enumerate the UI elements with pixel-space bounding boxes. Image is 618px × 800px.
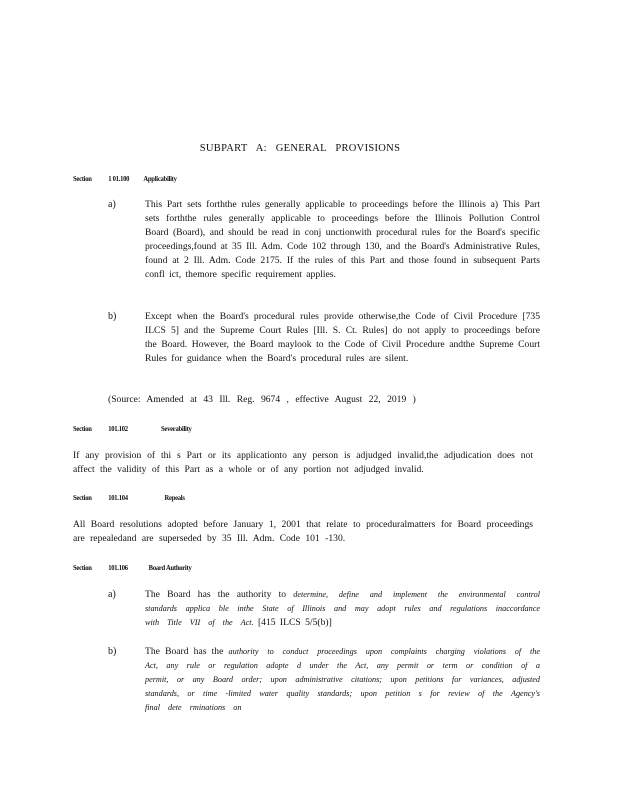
section-number: 101.106	[108, 563, 128, 572]
applicability-paragraph-a: This Part sets forththe rules generally applicable to proceedings before the Illinois a) This Part sets forththe rules generally applicable to proceedings before the Illinois Pollution Control Board (Board), and should be read in conj unctionwith procedural rules for the Board's specific proceedings,found at 35 Ill. Adm. Code 102 through 130, and the Board's Administrative Rules, found at 2 Ill. Adm. Code 2175. If the rules of this Part and those found in subsequent Parts confl ict, themore specific requirement applies.	[145, 199, 540, 280]
section-label: Section	[73, 563, 92, 572]
authority-a-citation: [415 ILCS 5/5(b)]	[257, 617, 332, 628]
section-label: Section	[73, 493, 92, 502]
section-heading-101-104	[73, 493, 185, 502]
source-note: (Source: Amended at 43 Ill. Reg. 9674 , effective August 22, 2019 )	[108, 394, 416, 405]
authority-b-lead: The Board has the	[145, 646, 224, 657]
severability-paragraph: If any provision of thi s Part or its applicationto any person is adjudged invalid,the adjudication does not affect the validity of this Part as a whole or of any portion not adjudged invalid.	[73, 450, 533, 475]
authority-b-italic: authority to conduct proceedings upon complaints charging violations of the Act, any rule or regulation adopte d under the Act, any permit or term or condition of a permit, or any Board order; upon administrative citations; upon petitions for variances, adjusted standards, or time -limited water quality standards; upon petition s for review of the Agency's final dete rminations on	[145, 647, 540, 712]
section-label: Section	[73, 174, 92, 183]
section-title: Repeals	[164, 493, 185, 502]
item-label-b: b)	[108, 646, 117, 657]
section-title: Board Authority	[148, 563, 192, 572]
authority-a-lead: The Board has the authority to	[145, 589, 287, 600]
item-label-b: b)	[108, 311, 117, 322]
section-heading-101-100	[73, 174, 177, 183]
section-number: 101.104	[108, 493, 128, 502]
subpart-title: SUBPART A: GENERAL PROVISIONS	[199, 143, 401, 154]
section-number: 101.102	[108, 424, 128, 433]
authority-paragraph-a	[145, 588, 540, 630]
section-label: Section	[73, 424, 92, 433]
section-title: Severability	[161, 424, 192, 433]
section-heading-101-106	[73, 563, 191, 572]
item-label-a: a)	[108, 199, 116, 210]
section-title: Applicability	[143, 174, 177, 183]
section-heading-101-102	[73, 424, 192, 433]
authority-a-italic: determine, define and implement the environmental control standards applica ble inthe State of Illinois and may adopt rules and regulations inaccordance with Title VII of the Act.	[145, 590, 540, 627]
repeals-paragraph: All Board resolutions adopted before January 1, 2001 that relate to proceduralmatters for Board proceedings are repealedand are superseded by 35 Ill. Adm. Code 101 -130.	[73, 519, 533, 544]
applicability-paragraph-b: Except when the Board's procedural rules provide otherwise,the Code of Civil Procedure [735 ILCS 5] and the Supreme Court Rules [Ill. S. Ct. Rules] do not apply to proceedings before the Board. However, the Board maylook to the Code of Civil Procedure andthe Supreme Court Rules for guidance when the Board's procedural rules are silent.	[145, 311, 540, 364]
authority-paragraph-b	[145, 645, 540, 715]
item-label-a: a)	[108, 589, 116, 600]
section-number: 1 01.100	[108, 174, 130, 183]
